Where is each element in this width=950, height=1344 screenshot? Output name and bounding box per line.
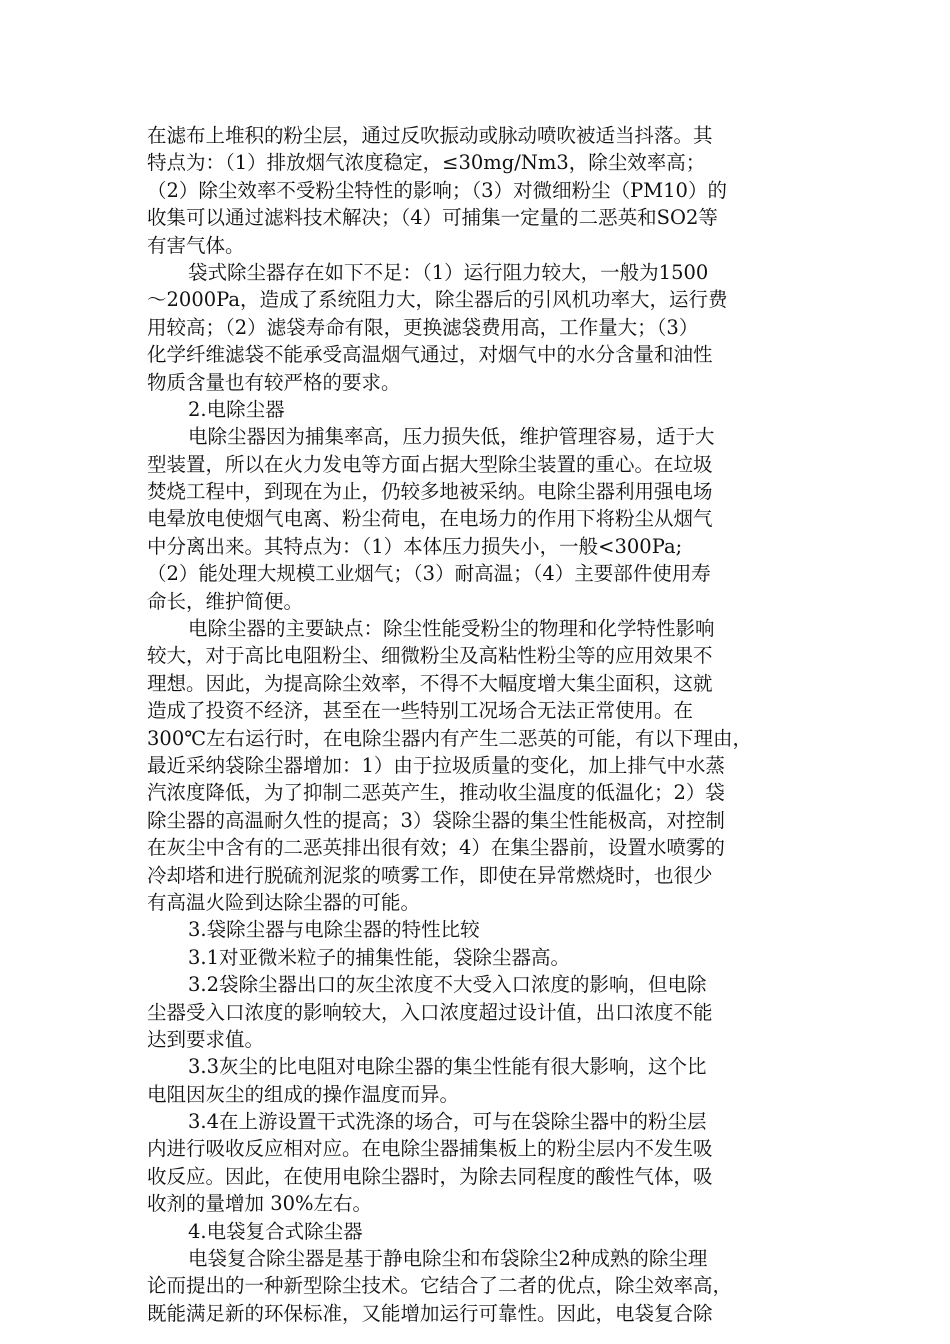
- text-line: 电阻因灰尘的组成的操作温度而异。: [147, 1082, 460, 1106]
- text-line: 电袋复合除尘器是基于静电除尘和布袋除尘2种成熟的除尘理: [188, 1247, 708, 1271]
- text-line: 用较高；（2）滤袋寿命有限，更换滤袋费用高，工作量大；（3）: [147, 315, 699, 339]
- text-line: 化学纤维滤袋不能承受高温烟气通过，对烟气中的水分含量和油性: [147, 343, 713, 367]
- text-line: 电除尘器因为捕集率高，压力损失低，维护管理容易，适于大: [188, 425, 715, 449]
- text-line: 冷却塔和进行脱硫剂泥浆的喷雾工作，即使在异常燃烧时，也很少: [147, 863, 713, 887]
- text-line: 袋式除尘器存在如下不足：（1）运行阻力较大，一般为1500: [188, 260, 709, 284]
- text-line: 论而提出的一种新型除尘技术。它结合了二者的优点，除尘效率高，: [147, 1274, 733, 1298]
- text-line: 有高温火险到达除尘器的可能。: [147, 890, 421, 914]
- text-line: 3.4在上游设置干式洗涤的场合，可与在袋除尘器中的粉尘层: [188, 1110, 707, 1134]
- text-line: 300℃左右运行时，在电除尘器内有产生二恶英的可能，有以下理由，: [147, 726, 753, 750]
- text-line: 电晕放电使烟气电离、粉尘荷电，在电场力的作用下将粉尘从烟气: [147, 507, 713, 531]
- text-line: 理想。因此，为提高除尘效率，不得不大幅度增大集尘面积，这就: [147, 671, 713, 695]
- text-line: 最近采纳袋除尘器增加：1）由于拉圾质量的变化，加上排气中水蒸: [147, 753, 725, 777]
- text-line: 物质含量也有较严格的要求。: [147, 370, 401, 394]
- text-line: 较大，对于高比电阻粉尘、细微粉尘及高粘性粉尘等的应用效果不: [147, 644, 713, 668]
- text-line: 汽浓度降低，为了抑制二恶英产生，推动收尘温度的低温化；2）袋: [147, 781, 725, 805]
- text-line: 尘器受入口浓度的影响较大，入口浓度超过设计值，出口浓度不能: [147, 1000, 713, 1024]
- text-line: 除尘器的高温耐久性的提高；3）袋除尘器的集尘性能极高，对控制: [147, 808, 725, 832]
- text-line: 有害气体。: [147, 233, 245, 257]
- text-line: ～2000Pa，造成了系统阻力大，除尘器后的引风机功率大，运行费: [147, 288, 728, 312]
- text-line: 收反应。因此，在使用电除尘器时，为除去同程度的酸性气体，吸: [147, 1164, 713, 1188]
- text-line: 收剂的量增加 30%左右。: [147, 1192, 373, 1216]
- text-line: 3.袋除尘器与电除尘器的特性比较: [188, 918, 480, 942]
- text-line: 内进行吸收反应相对应。在电除尘器捕集板上的粉尘层内不发生吸: [147, 1137, 713, 1161]
- text-line: 命长，维护简便。: [147, 589, 304, 613]
- text-line: 中分离出来。其特点为：（1）本体压力损失小，一般<300Pa;: [147, 534, 683, 558]
- text-line: 焚烧工程中，到现在为止，仍较多地被采纳。电除尘器利用强电场: [147, 480, 713, 504]
- text-line: 既能满足新的环保标准，又能增加运行可靠性。因此，电袋复合除: [147, 1301, 713, 1325]
- text-line: 3.3灰尘的比电阻对电除尘器的集尘性能有很大影响，这个比: [188, 1055, 707, 1079]
- text-line: 电除尘器的主要缺点：除尘性能受粉尘的物理和化学特性影响: [188, 617, 715, 641]
- text-line: 特点为：（1）排放烟气浓度稳定，≤30mg/Nm3，除尘效率高；: [147, 151, 706, 175]
- text-line: 3.1对亚微米粒子的捕集性能，袋除尘器高。: [188, 945, 571, 969]
- text-line: （2）除尘效率不受粉尘特性的影响；（3）对微细粉尘（PM10）的: [147, 178, 727, 202]
- document-page: [147, 122, 811, 1327]
- text-line: 2.电除尘器: [188, 397, 285, 421]
- text-line: （2）能处理大规模工业烟气；（3）耐高温；（4）主要部件使用寿: [147, 562, 711, 586]
- text-line: 收集可以通过滤料技术解决；（4）可捕集一定量的二恶英和SO2等: [147, 206, 718, 230]
- text-line: 型装置，所以在火力发电等方面占据大型除尘装置的重心。在垃圾: [147, 452, 713, 476]
- text-line: 4.电袋复合式除尘器: [188, 1219, 363, 1243]
- text-line: 达到要求值。: [147, 1027, 265, 1051]
- text-line: 3.2袋除尘器出口的灰尘浓度不大受入口浓度的影响，但电除: [188, 973, 707, 997]
- text-line: 造成了投资不经济，甚至在一些特别工况场合无法正常使用。在: [147, 699, 694, 723]
- text-line: 在灰尘中含有的二恶英排出很有效；4）在集尘器前，设置水喷雾的: [147, 836, 725, 860]
- text-line: 在滤布上堆积的粉尘层，通过反吹振动或脉动喷吹被适当抖落。其: [147, 124, 713, 147]
